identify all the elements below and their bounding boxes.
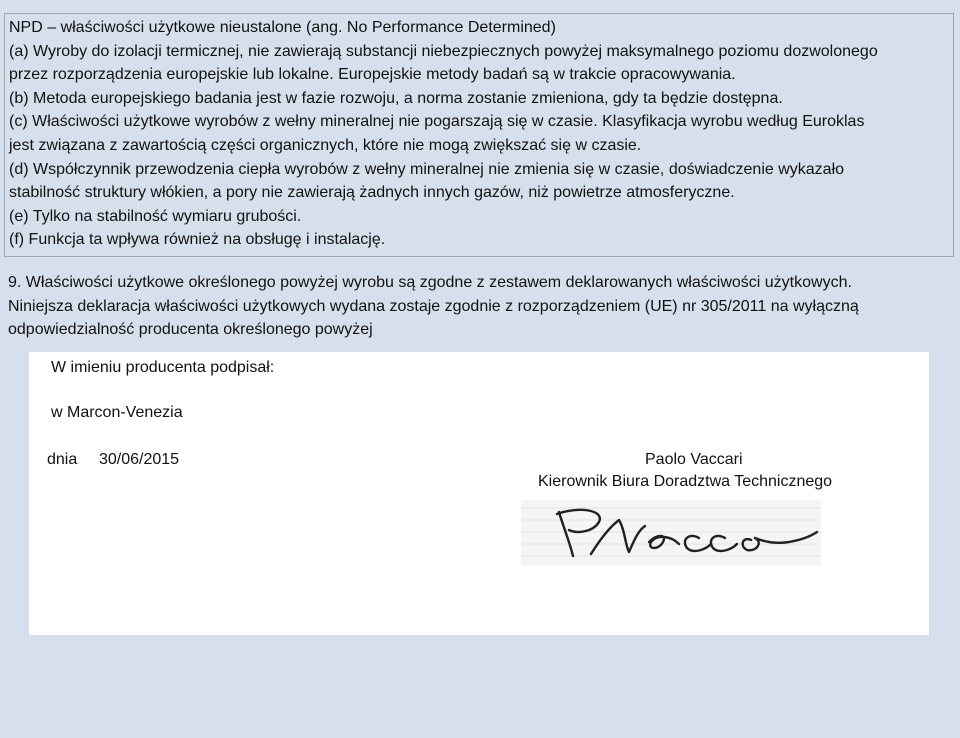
signature-card xyxy=(29,352,929,635)
note-d-line-1: (d) Współczynnik przewodzenia ciepła wyrobów z wełny mineralnej nie zmienia się w czasie, doświadczenie wykazało xyxy=(9,160,845,178)
declaration-section xyxy=(8,271,948,342)
signatory-name: Paolo Vaccari xyxy=(645,451,743,468)
note-c-line-2: jest związana z zawartością części organicznych, które nie mogą zwiększać się w czasie. xyxy=(9,136,642,154)
note-a-line-2: przez rozporządzenia europejskie lub lokalne. Europejskie metody badań są w trakcie opracowywania. xyxy=(9,66,736,84)
note-d-line-2: stabilność struktury włókien, a pory nie zawierają żadnych innych gazów, niż powietrze atmosferyczne. xyxy=(9,184,735,202)
notes-box xyxy=(4,13,954,257)
signed-by-label: W imieniu producenta podpisał: xyxy=(51,359,275,376)
note-e: (e) Tylko na stabilność wymiaru grubości. xyxy=(9,207,302,225)
date-label: dnia xyxy=(47,451,78,468)
signature-date: 30/06/2015 xyxy=(99,451,180,468)
signature-place: w Marcon-Venezia xyxy=(51,404,183,421)
declaration-line-3: odpowiedzialność producenta określonego powyżej xyxy=(8,321,373,338)
declaration-line-1: 9. Właściwości użytkowe określonego powyżej wyrobu są zgodne z zestawem deklarowanych właściwości użytkowych. xyxy=(8,274,852,291)
handwritten-signature xyxy=(521,500,821,566)
declaration-line-2: Niniejsza deklaracja właściwości użytkowych wydana zostaje zgodnie z rozporządzeniem (UE) nr 305/2011 na wyłączną xyxy=(8,297,859,315)
note-a-line-1: (a) Wyroby do izolacji termicznej, nie zawierają substancji niebezpiecznych powyżej maksymalnego poziomu dozwolonego xyxy=(9,42,878,60)
note-npd: NPD – właściwości użytkowe nieustalone (ang. No Performance Determined) xyxy=(9,19,556,36)
note-b: (b) Metoda europejskiego badania jest w fazie rozwoju, a norma zostanie zmieniona, gdy ta będzie dostępna. xyxy=(9,89,783,107)
note-f: (f) Funkcja ta wpływa również na obsługę i instalację. xyxy=(9,231,386,249)
note-c-line-1: (c) Właściwości użytkowe wyrobów z wełny mineralnej nie pogarszają się w czasie. Klasyfikacja wyrobu według Euroklas xyxy=(9,113,865,131)
signatory-title: Kierownik Biura Doradztwa Technicznego xyxy=(538,473,833,490)
